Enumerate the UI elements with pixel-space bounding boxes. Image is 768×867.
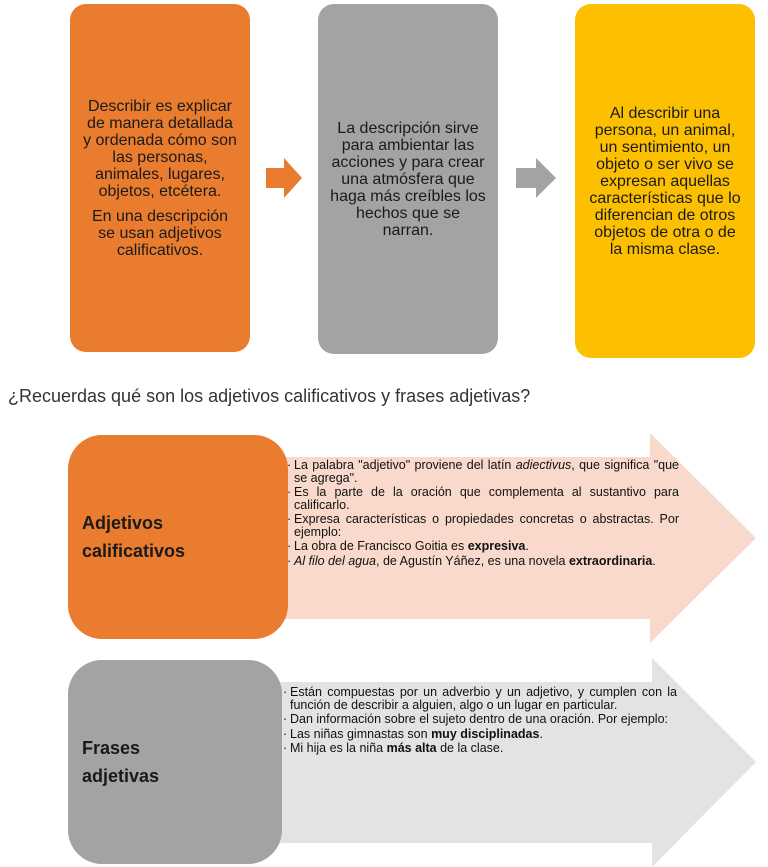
frases-label-line2: adjetivas: [82, 766, 160, 786]
list-item: · Dan información sobre el sujeto dentro de una oración. Por ejemplo:: [283, 713, 677, 726]
arrow-right-icon: [266, 158, 304, 198]
list-item: · La palabra "adjetivo" proviene del latín adiectivus, que significa "que se agrega".: [287, 459, 679, 484]
list-item: · Mi hija es la niña más alta de la clase.: [283, 742, 677, 755]
frases-adjetivas-label: [68, 660, 282, 864]
adjetivos-label-line2: calificativos: [82, 541, 186, 561]
describir-card: [70, 4, 250, 352]
frases-bullet-list: [283, 686, 677, 757]
list-item: · La obra de Francisco Goitia es expresiva.: [287, 540, 679, 553]
list-item: · Es la parte de la oración que complementa al sustantivo para calificarlo.: [287, 486, 679, 511]
list-item: · Están compuestas por un adverbio y un adjetivo, y cumplen con la función de describir a alguien, algo o un lugar en particular.: [283, 686, 677, 711]
descripcion-purpose-text: La descripción sirve para ambientar las acciones y para crear una atmósfera que haga más creíbles los hechos que se narran.: [330, 119, 486, 239]
list-item: · Las niñas gimnastas son muy disciplinadas.: [283, 728, 677, 741]
frases-label-line1: Frases: [82, 738, 141, 758]
adjetivos-calificativos-label: [68, 435, 288, 639]
adjetivos-bullet-list: [287, 459, 679, 569]
list-item: · Al filo del agua, de Agustín Yáñez, es una novela extraordinaria.: [287, 555, 679, 568]
question-heading: ¿Recuerdas qué son los adjetivos calificativos y frases adjetivas?: [8, 386, 531, 406]
describir-caracteristicas-card: [575, 4, 755, 358]
arrow-right-icon: [516, 158, 558, 198]
list-item: · Expresa características o propiedades concretas o abstractas. Por ejemplo:: [287, 513, 679, 538]
adjetivos-label-line1: Adjetivos: [82, 513, 164, 533]
describir-adjetivos-note: En una descripción se usan adjetivos calificativos.: [91, 207, 229, 259]
caracteristicas-text: Al describir una persona, un animal, un sentimiento, un objeto o ser vivo se expresan aquellas características que lo diferencian de otros objetos de otra o de la misma clase.: [589, 104, 741, 258]
describir-definition: Describir es explicar de manera detallada y ordenada cómo son las personas, animales, lugares, objetos, etcétera.: [83, 97, 237, 200]
descripcion-purpose-card: [318, 4, 498, 354]
